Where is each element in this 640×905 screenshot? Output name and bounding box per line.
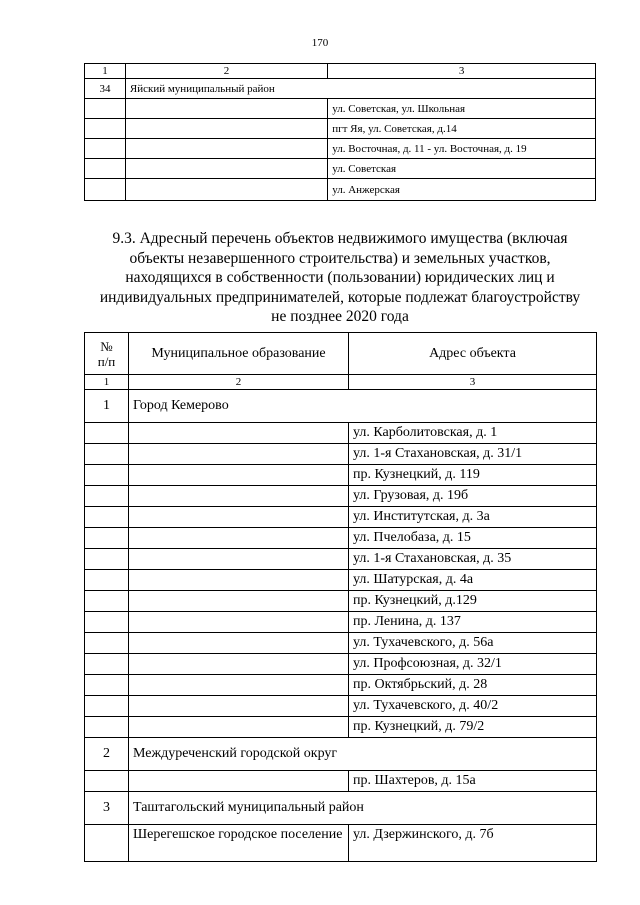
group-row bbox=[85, 738, 597, 771]
header-cell-3: 3 bbox=[328, 64, 596, 79]
address-cell: ул. Шатурская, д. 4а bbox=[349, 570, 597, 591]
group-number: 34 bbox=[85, 79, 126, 99]
section-title-line: не позднее 2020 года bbox=[271, 308, 409, 325]
address-cell: ул. Дзержинского, д. 7б bbox=[349, 825, 597, 862]
table-row bbox=[85, 423, 597, 444]
address-cell: пр. Шахтеров, д. 15а bbox=[349, 771, 597, 792]
address-cell: ул. 1-я Стахановская, д. 35 bbox=[349, 549, 597, 570]
address-cell: пр. Кузнецкий, д. 119 bbox=[349, 465, 597, 486]
address-table-main bbox=[84, 332, 597, 862]
address-cell: ул. Восточная, д. 11 - ул. Восточная, д. 19 bbox=[328, 139, 596, 159]
header-cell-1: 1 bbox=[85, 64, 126, 79]
address-cell: пр. Октябрьский, д. 28 bbox=[349, 675, 597, 696]
settlement-name: Шерегешское городское поселение bbox=[129, 825, 349, 862]
table-row bbox=[85, 717, 597, 738]
header-number-line1: № bbox=[100, 338, 113, 354]
address-cell: ул. Карболитовская, д. 1 bbox=[349, 423, 597, 444]
section-title bbox=[84, 229, 596, 327]
group-number: 2 bbox=[85, 738, 129, 771]
table-row bbox=[85, 696, 597, 717]
section-title-line: 9.3. Адресный перечень объектов недвижимого имущества (включая bbox=[112, 230, 568, 247]
group-name: Город Кемерово bbox=[129, 390, 597, 423]
header-address: Адрес объекта bbox=[349, 333, 597, 375]
table-row bbox=[85, 465, 597, 486]
group-number: 3 bbox=[85, 792, 129, 825]
table-row bbox=[85, 159, 596, 179]
group-name: Таштагольский муниципальный район bbox=[129, 792, 597, 825]
header-cell-2: 2 bbox=[125, 64, 327, 79]
address-cell: ул. Анжерская bbox=[328, 179, 596, 201]
address-cell: пгт Яя, ул. Советская, д.14 bbox=[328, 119, 596, 139]
address-cell: ул. Профсоюзная, д. 32/1 bbox=[349, 654, 597, 675]
table-row bbox=[85, 570, 597, 591]
section-title-line: находящихся в собственности (пользовании) юридических лиц и bbox=[125, 269, 555, 286]
table-row bbox=[85, 633, 597, 654]
group-row bbox=[85, 390, 597, 423]
header-municipality: Муниципальное образование bbox=[129, 333, 349, 375]
address-cell: ул. Советская bbox=[328, 159, 596, 179]
table-row bbox=[85, 507, 597, 528]
column-index-row bbox=[85, 375, 597, 390]
address-cell: пр. Кузнецкий, д. 79/2 bbox=[349, 717, 597, 738]
group-number: 1 bbox=[85, 390, 129, 423]
group-row bbox=[85, 79, 596, 99]
table-row bbox=[85, 179, 596, 201]
table-row bbox=[85, 528, 597, 549]
group-name: Междуреченский городской округ bbox=[129, 738, 597, 771]
index-cell-1: 1 bbox=[85, 375, 129, 390]
address-cell: ул. Пчелобаза, д. 15 bbox=[349, 528, 597, 549]
address-table-continuation bbox=[84, 63, 596, 201]
address-cell: ул. 1-я Стахановская, д. 31/1 bbox=[349, 444, 597, 465]
table-header-row bbox=[85, 64, 596, 79]
address-cell: ул. Тухачевского, д. 56а bbox=[349, 633, 597, 654]
table-row bbox=[85, 771, 597, 792]
header-number bbox=[85, 333, 129, 375]
index-cell-3: 3 bbox=[349, 375, 597, 390]
address-cell: ул. Советская, ул. Школьная bbox=[328, 99, 596, 119]
table-row bbox=[85, 591, 597, 612]
address-cell: пр. Ленина, д. 137 bbox=[349, 612, 597, 633]
address-cell: ул. Тухачевского, д. 40/2 bbox=[349, 696, 597, 717]
group-name: Яйский муниципальный район bbox=[125, 79, 595, 99]
section-title-line: объекты незавершенного строительства) и земельных участков, bbox=[129, 249, 551, 267]
section-title-line: индивидуальных предпринимателей, которые подлежат благоустройству bbox=[99, 288, 581, 306]
header-number-line2: п/п bbox=[97, 353, 116, 369]
table-row bbox=[85, 99, 596, 119]
table-row bbox=[85, 612, 597, 633]
table-header-row bbox=[85, 333, 597, 375]
group-row bbox=[85, 792, 597, 825]
table-row bbox=[85, 549, 597, 570]
table-row bbox=[85, 654, 597, 675]
table-row bbox=[85, 444, 597, 465]
address-cell: ул. Грузовая, д. 19б bbox=[349, 486, 597, 507]
table-row bbox=[85, 825, 597, 862]
table-row bbox=[85, 139, 596, 159]
table-row bbox=[85, 486, 597, 507]
table-row bbox=[85, 119, 596, 139]
page-number: 170 bbox=[311, 37, 329, 49]
table-row bbox=[85, 675, 597, 696]
address-cell: пр. Кузнецкий, д.129 bbox=[349, 591, 597, 612]
address-cell: ул. Институтская, д. 3а bbox=[349, 507, 597, 528]
index-cell-2: 2 bbox=[129, 375, 349, 390]
